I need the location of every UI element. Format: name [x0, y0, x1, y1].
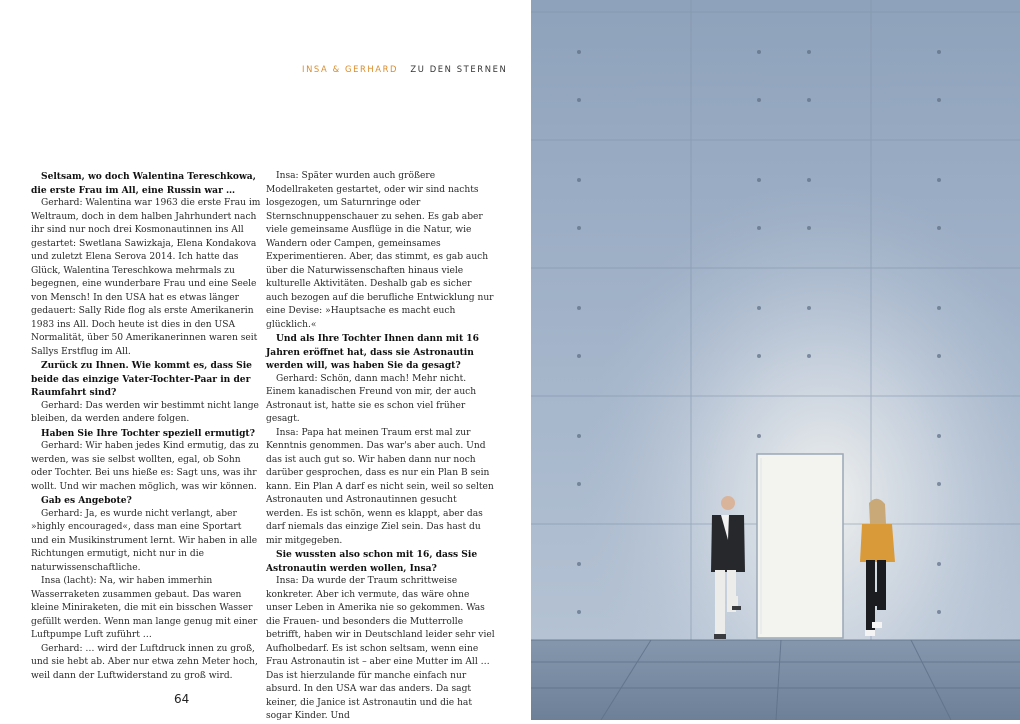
interview-answer: Gerhard: Walentina war 1963 die erste Frau im Weltraum, doch in dem halben Jahrhundert nach ihr sind nur noch drei Kosmonautinnen ins All gestartet: Swetlana Sawizkaja, Elena Kondakova und zuletzt Elena Serova 2014. Ich hatte das Glück, Walentina Tereschkowa mehrmals zu begegnen, eine wunderbare Frau und eine Seele von Mensch! In den USA hat es etwas länger gedauert: Sally Ride flog als erste Amerikanerin 1983 ins All. Doch heute ist dies in den USA Normalität, über 50 Amerikanerinnen waren seit Sallys Erstflug im All.: [31, 198, 261, 357]
interview-answer: Insa (lacht): Na, wir haben immerhin Wasserraketen zusammen gebaut. Das waren kleine Miniraketen, die mit ein bisschen Wasser gefüllt werden. Wenn man lange genug mit einer Luftpumpe Luft zuführt …: [31, 576, 258, 640]
interview-answer: Gerhard: … wird der Luftdruck innen zu groß, und sie hebt ab. Aber nur etwa zehn Meter hoch, weil dann der Luftwiderstand zu groß wird.: [31, 643, 258, 681]
interview-question: Und als Ihre Tochter Ihnen dann mit 16 Jahren eröffnet hat, dass sie Astronautin werden will, was haben Sie da gesagt?: [266, 333, 479, 371]
page-number: 64: [174, 692, 190, 706]
interview-question: Zurück zu Ihnen. Wie kommt es, dass Sie beide das einzige Vater-Tochter-Paar in der Raumfahrt sind?: [31, 360, 252, 398]
interview-answer: Gerhard: Wir haben jedes Kind ermutig, das zu werden, was sie selbst wollten, egal, ob Sohn oder Tochter. Bei uns hieße es: Sagt uns, was ihr wollt. Und wir machen möglich, was wir können.: [31, 441, 260, 492]
text-column-1: [31, 170, 261, 683]
interview-answer: Insa: Da wurde der Traum schrittweise konkreter. Aber ich vermute, das wäre ohne unser Leben in Amerika nie so gekommen. Was die Frauen- und besonders die Mutterrolle betrifft, haben wir in Deutschland leider sehr viel Aufholbedarf. Es ist schon seltsam, wenn eine Frau Astronautin ist – aber eine Mutter im All … Das ist hierzulande für manche einfach nur absurd. In den USA war das anders. Da sagt keiner, die Janice ist Astronautin und die hat sogar Kinder. Und: [266, 576, 495, 721]
interview-answer: Gerhard: Schön, dann mach! Mehr nicht. Einem kanadischen Freund von mir, der auch Astronaut ist, hatte sie es schon viel früher gesagt.: [266, 373, 477, 424]
text-column-2: [266, 170, 496, 724]
interview-answer: Gerhard: Das werden wir bestimmt nicht lange bleiben, da werden andere folgen.: [31, 400, 259, 424]
interview-answer: Insa: Papa hat meinen Traum erst mal zur Kenntnis genommen. Das war's aber auch. Und das ist auch gut so. Wir haben dann nur noch darüber gesprochen, dass es nur ein Plan B sein kann. Ein Plan A darf es nicht sein, weil so selten Astronauten und Astronautinnen gesucht werden. Es ist schön, wenn es klappt, aber das darf niemals das einzige Ziel sein. Das hast du mir mitgegeben.: [266, 427, 494, 546]
running-header: [302, 64, 507, 74]
interview-answer: Insa: Später wurden auch größere Modellraketen gestartet, oder wir sind nachts losgezogen, um Saturnringe oder Sternschnuppenschauer zu sehen. Es gab aber viele gemeinsame Ausflüge in die Natur, wie Wandern oder Campen, gemeinsames Experimentieren. Aber, das stimmt, es gab auch über die Naturwissenschaften hinaus viele kulturelle Aktivitäten. Deshalb gab es sicher auch bezogen auf die berufliche Entwicklung nur eine Devise: »Hauptsache es macht euch glücklich.«: [266, 171, 494, 330]
header-title: ZU DEN STERNEN: [410, 64, 508, 74]
interview-question: Gab es Angebote?: [41, 495, 132, 506]
interview-question: Haben Sie Ihre Tochter speziell ermutigt?: [41, 427, 255, 439]
header-section: INSA & GERHARD: [302, 64, 399, 74]
photo-father-daughter-concrete-wall: [531, 0, 1020, 720]
interview-question: Seltsam, wo doch Walentina Tereschkowa, die erste Frau im All, eine Russin war …: [31, 171, 256, 196]
interview-answer: Gerhard: Ja, es wurde nicht verlangt, aber »highly encouraged«, dass man eine Sportart und ein Musikinstrument lernt. Wir haben in alle Richtungen ermutigt, nicht nur in die naturwissenschaftliche.: [31, 508, 258, 573]
interview-question: Sie wussten also schon mit 16, dass Sie Astronautin werden wollen, Insa?: [266, 549, 478, 574]
